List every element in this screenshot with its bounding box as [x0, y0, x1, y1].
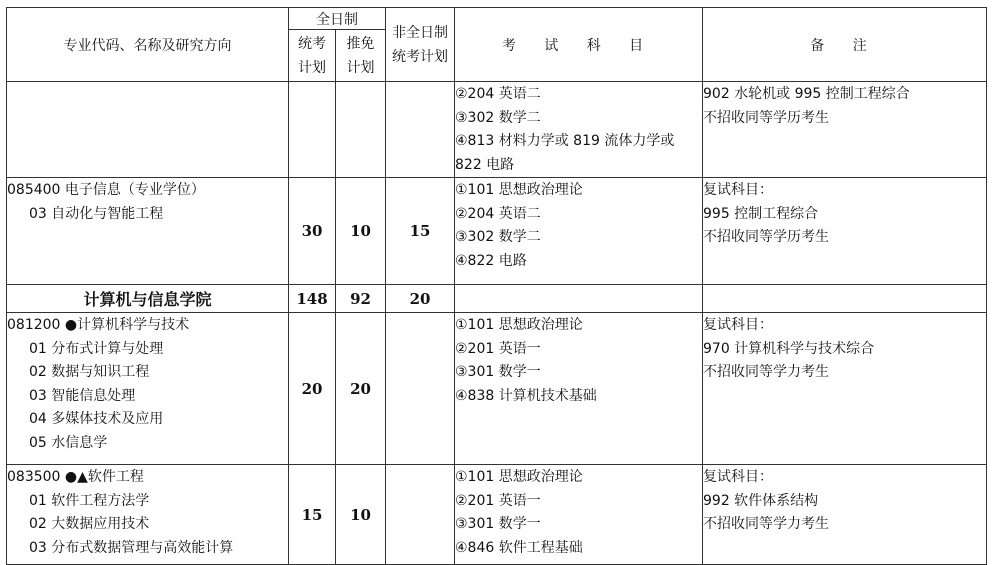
subject-line: ①101 思想政治理论 — [455, 182, 583, 198]
plan-cell: 15 — [289, 465, 336, 565]
note-line: 不招收同等学力考生 — [703, 516, 829, 532]
note-line: 不招收同等学力考生 — [703, 364, 829, 380]
major-cell — [7, 465, 289, 565]
parttime-cell: 15 — [386, 178, 455, 285]
plan-cell — [289, 82, 336, 178]
header-exempt-line2: 计划 — [346, 59, 375, 76]
table-row — [7, 313, 987, 465]
exempt-cell: 10 — [336, 178, 386, 285]
subject-line: ③301 数学一 — [455, 516, 541, 532]
table-row — [7, 178, 987, 285]
research-direction: 04 多媒体技术及应用 — [29, 411, 164, 427]
parttime-cell — [386, 313, 455, 465]
note-line: 992 软件体系结构 — [703, 492, 819, 509]
exempt-cell: 92 — [336, 285, 386, 313]
plan-cell: 148 — [289, 285, 336, 313]
parttime-cell: 20 — [386, 285, 455, 313]
research-direction: 01 分布式计算与处理 — [29, 340, 164, 357]
subject-line: ③302 数学二 — [455, 109, 541, 126]
research-direction: 03 分布式数据管理与高效能计算 — [29, 539, 234, 556]
subjects-cell — [455, 285, 703, 313]
header-parttime — [386, 8, 455, 82]
notes-cell — [703, 178, 987, 285]
header-fulltime: 全日制 — [289, 8, 386, 30]
header-parttime-line2: 统考计划 — [392, 48, 448, 65]
research-direction: 03 自动化与智能工程 — [29, 205, 164, 222]
major-cell — [7, 313, 289, 465]
header-subjects: 考 试 科 目 — [455, 8, 703, 82]
research-direction: 02 数据与知识工程 — [29, 364, 150, 380]
notes-cell — [703, 465, 987, 565]
exempt-cell: 20 — [336, 313, 386, 465]
subject-line: ③302 数学二 — [455, 229, 541, 245]
table-row — [7, 465, 987, 565]
subject-line: ④846 软件工程基础 — [455, 539, 583, 556]
subject-line: ①101 思想政治理论 — [455, 469, 583, 485]
notes-cell — [703, 82, 987, 178]
header-plan-line1: 统考 — [298, 35, 326, 52]
subjects-cell — [455, 82, 703, 178]
admissions-table — [6, 7, 987, 565]
subject-line: ②201 英语一 — [455, 340, 541, 357]
major-cell — [7, 82, 289, 178]
major-code-name: 081200 ●计算机科学与技术 — [7, 317, 190, 333]
parttime-cell — [386, 82, 455, 178]
subject-line: ④838 计算机技术基础 — [455, 387, 597, 404]
research-direction: 03 智能信息处理 — [29, 387, 136, 404]
subjects-cell — [455, 465, 703, 565]
notes-cell — [703, 313, 987, 465]
note-line: 不招收同等学历考生 — [703, 229, 829, 245]
subject-line: ②204 英语二 — [455, 86, 541, 102]
plan-cell: 30 — [289, 178, 336, 285]
subject-line: ④822 电路 — [455, 252, 527, 269]
major-code-name: 085400 电子信息（专业学位） — [7, 182, 205, 198]
header-parttime-line1: 非全日制 — [392, 24, 448, 41]
note-line: 复试科目： — [703, 182, 773, 198]
research-direction: 02 大数据应用技术 — [29, 516, 150, 532]
college-name: 计算机与信息学院 — [7, 285, 289, 313]
notes-cell — [703, 285, 987, 313]
header-plan — [289, 30, 336, 82]
subjects-cell — [455, 313, 703, 465]
research-direction: 01 软件工程方法学 — [29, 492, 150, 509]
subject-line: ②204 英语二 — [455, 205, 541, 222]
subject-line: ②201 英语一 — [455, 492, 541, 509]
table-row — [7, 82, 987, 178]
note-line: 902 水轮机或 995 控制工程综合 — [703, 86, 910, 102]
parttime-cell — [386, 465, 455, 565]
exempt-cell — [336, 82, 386, 178]
note-line: 970 计算机科学与技术综合 — [703, 340, 875, 357]
header-plan-line2: 计划 — [298, 59, 326, 76]
major-cell — [7, 178, 289, 285]
subject-line: 822 电路 — [455, 156, 515, 173]
research-direction: 05 水信息学 — [29, 434, 108, 451]
subject-line: ③301 数学一 — [455, 364, 541, 380]
plan-cell: 20 — [289, 313, 336, 465]
header-exempt-line1: 推免 — [346, 35, 375, 52]
note-line: 不招收同等学历考生 — [703, 109, 829, 126]
exempt-cell: 10 — [336, 465, 386, 565]
subjects-cell — [455, 178, 703, 285]
header-exempt — [336, 30, 386, 82]
header-major: 专业代码、名称及研究方向 — [7, 8, 289, 82]
note-line: 复试科目： — [703, 469, 773, 485]
note-line: 995 控制工程综合 — [703, 205, 819, 222]
header-row-1 — [7, 8, 987, 30]
header-notes: 备 注 — [703, 8, 987, 82]
subject-line: ④813 材料力学或 819 流体力学或 — [455, 133, 675, 149]
college-row — [7, 285, 987, 313]
subject-line: ①101 思想政治理论 — [455, 317, 583, 333]
note-line: 复试科目： — [703, 317, 773, 333]
major-code-name: 083500 ●▲软件工程 — [7, 469, 144, 485]
